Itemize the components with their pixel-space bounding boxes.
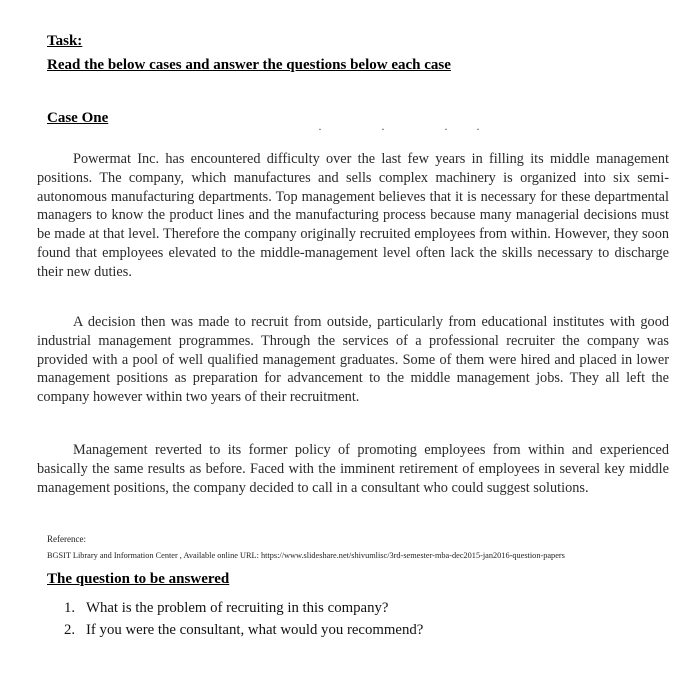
question-item bbox=[64, 619, 423, 641]
question-text: If you were the consultant, what would you recommend? bbox=[86, 622, 424, 638]
case-heading: Case One bbox=[47, 110, 109, 126]
question-number: 1. bbox=[64, 600, 76, 616]
reference-label: Reference: bbox=[47, 534, 86, 544]
case-paragraph-3: Management reverted to its former policy of promoting employees from within and experienced basically the same results as before. Faced with the imminent retirement of employees in several key middle management positions, the company decided to call in a consultant who could suggest solutions. bbox=[37, 442, 669, 496]
task-heading: Task: bbox=[47, 33, 83, 49]
case-paragraph-2: A decision then was made to recruit from outside, particularly from educational institutes with good industrial management programmes. Through the services of a professional recruiter the company was provided with a pool of well qualified management graduates. Some of them were hired and placed in lower management positions as preparation for advancement to the middle management jobs. They all left the company however within two years of their recruitment. bbox=[37, 314, 669, 406]
question-heading: The question to be answered bbox=[47, 571, 230, 587]
case-paragraph-1: Powermat Inc. has encountered difficulty over the last few years in filling its middle management positions. The company, which manufactures and sells complex machinery is organized into six semi-autonomous manufacturing departments. Top management believes that it is necessary for these departmental managers to know the product lines and the manufacturing process because many managerial decisions must be made at that level. Therefore the company originally recruited employees from within. However, they soon found that employees elevated to the middle-management level often lack the skills necessary to discharge their new duties. bbox=[37, 151, 669, 280]
question-item bbox=[64, 597, 423, 619]
instruction-heading: Read the below cases and answer the questions below each case bbox=[47, 57, 451, 73]
reference-text: BGSIT Library and Information Center , Available online URL: https://www.slideshare.net/shivumlisc/3rd-semester-mba-dec2015-jan2016-question-papers bbox=[47, 551, 565, 560]
question-list bbox=[64, 597, 423, 641]
question-text: What is the problem of recruiting in this company? bbox=[86, 600, 389, 616]
stray-marks: · · ·· bbox=[318, 122, 508, 136]
question-number: 2. bbox=[64, 622, 76, 638]
